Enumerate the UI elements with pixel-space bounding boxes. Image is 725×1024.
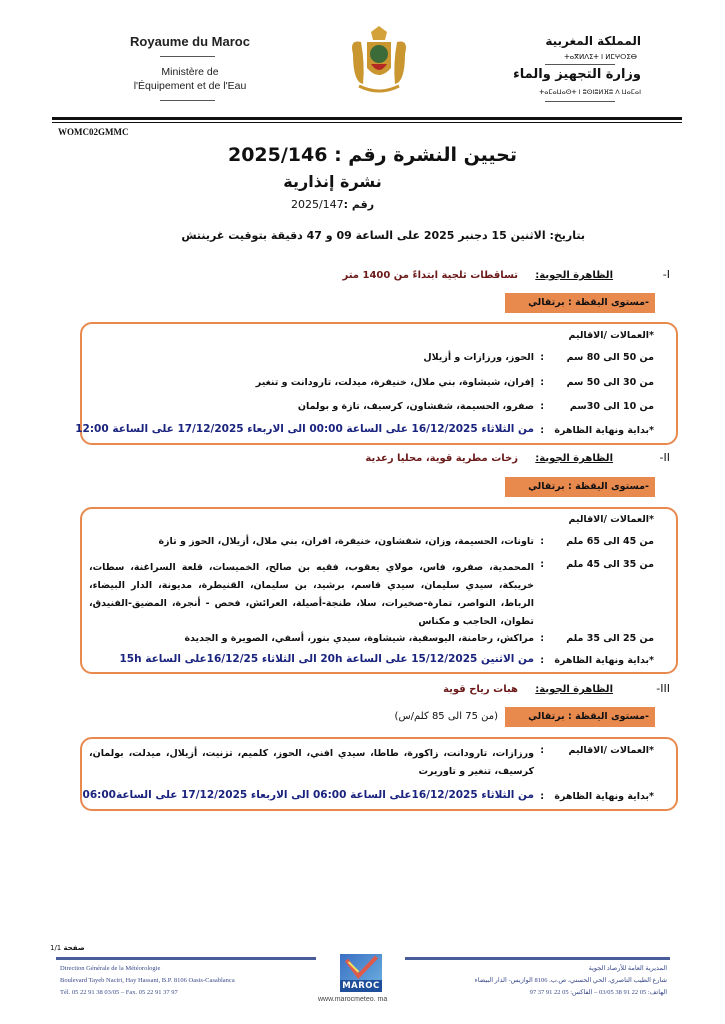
period-value: من الثلاثاء 16/12/2025على الساعة 06:00 الى الاربعاء 17/12/2025 على الساعة06:00 xyxy=(82,789,534,801)
section-3-box xyxy=(80,737,678,811)
period-label: *بداية ونهاية الظاهرة xyxy=(554,425,654,436)
page-value: 1/1 xyxy=(50,944,62,952)
areas-list: الحوز، ورزازات و أزيلال xyxy=(423,352,534,363)
footer-ar-line: الهاتف: 05 22 91 38 03/05 – الفاكس: 05 22 91 37 97 xyxy=(529,989,667,996)
alert-level-bar: -مستوى اليقظة : برتقالي xyxy=(505,293,655,313)
header-rule xyxy=(52,117,682,120)
wind-speed: (من 75 الى 85 كلم/س) xyxy=(394,711,498,722)
header-fr-kingdom: Royaume du Maroc xyxy=(130,34,250,49)
footer-rule-right xyxy=(405,957,670,960)
section-2-box xyxy=(80,507,678,674)
header-ar-ministry: وزارة التجهيز والماء xyxy=(513,67,641,82)
phenomenon-label: الظاهرة الجوية: xyxy=(535,270,613,281)
range-label: من 45 الى 65 ملم xyxy=(566,536,654,547)
range-label: من 25 الى 35 ملم xyxy=(566,633,654,644)
number-label: رقم : xyxy=(343,198,375,211)
logo-text: MAROC xyxy=(340,980,382,992)
phenomenon-label: الظاهرة الجوية: xyxy=(535,684,613,695)
footer-rule-left xyxy=(56,957,316,960)
footer-ar-line: شارع الطيب الناصري، الحي الحسني، ص.ب. 8106 الوازيس- الدار البيضاء xyxy=(474,977,667,984)
phenomenon-value: تساقطات ثلجية ابتداءً من 1400 متر xyxy=(342,270,518,281)
range-label: من 30 الى 50 سم xyxy=(566,377,654,388)
alert-level-bar: -مستوى اليقظة : برتقالي xyxy=(505,477,655,497)
maroc-meteo-logo xyxy=(340,954,382,992)
document-code: WOMC02GMMC xyxy=(58,127,129,137)
footer-ar-address xyxy=(475,963,667,999)
phenomenon-label: الظاهرة الجوية: xyxy=(535,453,613,464)
colon: : xyxy=(540,745,544,756)
website-link[interactable]: www.marocmeteo. ma xyxy=(318,996,388,1003)
section-number: II- xyxy=(659,451,670,464)
colon: : xyxy=(540,559,544,570)
areas-list: مراكش، رحامنة، اليوسفية، شيشاوة، سيدي بنور، أسفي، الصويرة و الجديدة xyxy=(184,633,534,644)
footer-fr-line: Direction Générale de la Météorologie xyxy=(60,965,161,972)
colon: : xyxy=(540,791,544,802)
colon: : xyxy=(540,377,544,388)
colon: : xyxy=(540,425,544,436)
footer-ar-line: المديرية العامة للأرصاد الجوية xyxy=(588,965,667,972)
section-1-box xyxy=(75,322,678,445)
colon: : xyxy=(540,536,544,547)
header-fr-ministry-2: l'Équipement et de l'Eau xyxy=(133,80,247,92)
header-tifinagh-ministry: ⵜⴰⵎⴰⵡⴰⵙⵜ ⵏ ⵓⵙⵏⵓⵍⴼⵓ ⴷ ⵡⴰⵎⴰⵏ xyxy=(539,88,641,96)
footer-fr-address xyxy=(60,963,235,999)
period-value: من الاثنين 15/12/2025 على الساعة 20h الى الثلاثاء 16/12/25على الساعة 15h xyxy=(119,653,534,665)
section-number: I- xyxy=(662,268,670,281)
range-label: من 10 الى 30سم xyxy=(569,401,654,412)
phenomenon-value: هبات رياح قوية xyxy=(443,684,518,695)
period-value: من الثلاثاء 16/12/2025 على الساعة 00:00 الى الاربعاء 17/12/2025 على الساعة 12:00 xyxy=(75,423,534,435)
period-label: *بداية ونهاية الظاهرة xyxy=(554,655,654,666)
colon: : xyxy=(540,655,544,666)
page-indicator xyxy=(50,944,85,952)
period-label: *بداية ونهاية الظاهرة xyxy=(554,791,654,802)
areas-list: صفرو، الحسيمة، شفشاون، كرسيف، تازة و بولمان xyxy=(297,401,534,412)
issue-date: بتاريخ: الاثنين 15 دجنبر 2025 على الساعة 09 و 47 دقيقة بتوقيت غرينتش xyxy=(181,229,585,242)
bulletin-number xyxy=(0,198,725,211)
colon: : xyxy=(540,352,544,363)
areas-list: تاونات، الحسيمة، وزان، شفشاون، خنيفرة، افران، بني ملال، أزيلال، الحوز و تازة xyxy=(158,536,534,547)
areas-list: ورزازات، تارودانت، زاكورة، طاطا، سيدي افني، الحوز، كلميم، تزنيت، أزيلال، ميدلت، بولمان، كرسيف، تنغير و تاوريرت xyxy=(89,748,534,777)
regions-heading: *العمالات /الاقاليم xyxy=(568,330,654,341)
divider xyxy=(545,101,615,102)
range-label: من 50 الى 80 سم xyxy=(566,352,654,363)
number-value: 2025/147 xyxy=(290,198,344,211)
bulletin-subtitle: نشرة إنذارية xyxy=(283,172,382,191)
regions-heading: *العمالات /الاقاليم xyxy=(568,745,654,756)
footer-fr-line: Tél. 05 22 91 38 03/05 – Fax. 05 22 91 37 97 xyxy=(60,989,178,996)
divider xyxy=(545,64,615,65)
header-ar-kingdom: المملكة المغربية xyxy=(545,34,641,48)
divider xyxy=(160,100,215,101)
alert-level-bar: -مستوى اليقظة : برتقالي xyxy=(505,707,655,727)
areas-list: إفران، شيشاوة، بني ملال، خنيفرة، ميدلت، تارودانت و تنغير xyxy=(255,377,534,388)
section-number: III- xyxy=(656,682,670,695)
coat-of-arms-emblem xyxy=(345,24,413,96)
colon: : xyxy=(540,401,544,412)
range-label: من 35 الى 45 ملم xyxy=(566,559,654,570)
divider xyxy=(160,56,215,57)
header-fr-ministry-1: Ministère de xyxy=(161,66,219,78)
logo-check-icon xyxy=(340,954,382,980)
header-tifinagh-kingdom: ⵜⴰⴳⵍⴷⵉⵜ ⵏ ⵍⵎⵖⵔⵉⴱ xyxy=(564,53,637,61)
page-label: صفحة xyxy=(63,944,85,952)
colon: : xyxy=(540,633,544,644)
phenomenon-value: زخات مطرية قوية، محليا رعدية xyxy=(365,453,518,464)
regions-heading: *العمالات /الاقاليم xyxy=(568,514,654,525)
bulletin-title: تحيين النشرة رقم : 2025/146 xyxy=(227,144,518,166)
header-rule-thin xyxy=(52,122,682,123)
areas-list: المحمدية، صفرو، فاس، مولاي يعقوب، فقيه بن صالح، الخميسات، قلعة السراغنة، سطات، خريبكة، سيدي سليمان، سيدي قاسم، برشيد، بن سليمان، القنيطرة، مديونة، الدار البيضاء، الرباط، النواصر، تمارة-صخيرات، سلا، طنجة-أصيلة، العرائش، فحص - أنجرة، المضيق-الفنيدق، تطوان، الحاجب و مكناس xyxy=(89,562,534,627)
footer-fr-line: Boulevard Tayeb Naciri, Hay Hassani, B.P. 8106 Oasis-Casablanca xyxy=(60,977,235,984)
